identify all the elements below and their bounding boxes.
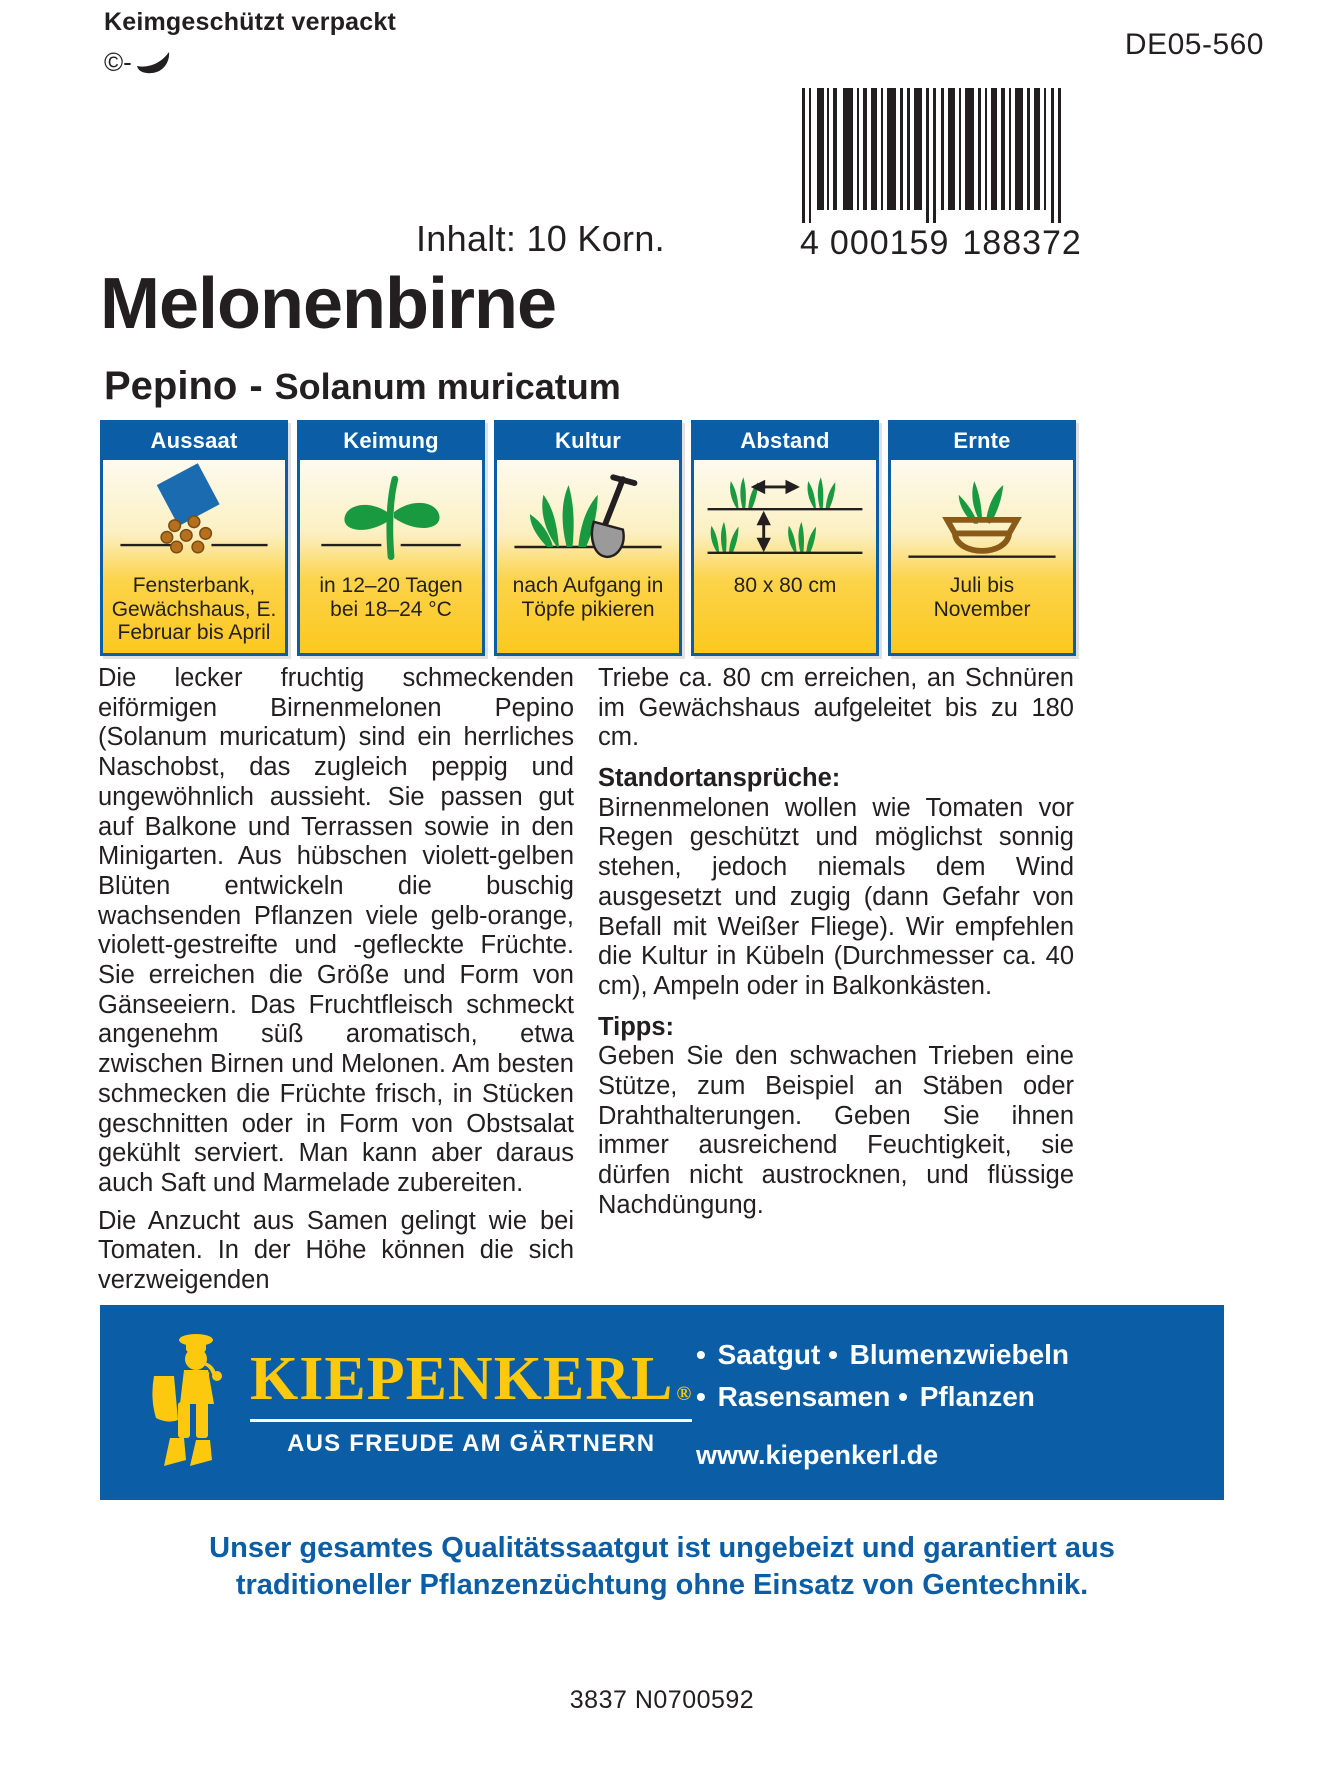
info-card-head: Ernte: [891, 423, 1073, 460]
info-line: Juli bis: [949, 574, 1015, 597]
info-card-text: [497, 570, 679, 653]
info-line: in 12–20 Tagen: [319, 574, 463, 597]
info-card-kultur: [494, 420, 682, 656]
brand-name: KIEPENKERL: [250, 1344, 674, 1413]
lot-code: 3837 N0700592: [569, 1686, 755, 1714]
barcode-block: [800, 88, 1082, 263]
info-card-text: [891, 570, 1073, 653]
info-card-head: Abstand: [694, 423, 876, 460]
growing-info-cards: [100, 420, 1224, 656]
de-registration-code: DE05-560: [1124, 28, 1264, 61]
description-paragraph: Birnenmelonen wollen wie Tomaten vor Regen geschützt und möglichst sonnig stehen, jedoch niemals dem Wind ausgesetzt und zugig (dann Gefahr von Befall mit Weißer Fliege). Wir empfehlen die Kultur in Kübeln (Durchmesser ca. 40 cm), Ampeln oder in Balkonkästen.: [598, 793, 1074, 1000]
seed-packet-sowing-icon: [103, 462, 285, 570]
quality-line-2: traditioneller Pflanzenzüchtung ohne Einsatz von Gentechnik.: [235, 1569, 1089, 1602]
info-card-abstand: [691, 420, 879, 656]
cultivar-name: Pepino: [104, 364, 238, 408]
description-column-left: [98, 664, 574, 1296]
info-line: November: [933, 597, 1031, 621]
description-paragraph: Geben Sie den schwachen Trieben eine Stütze, zum Beispiel an Stäben oder Drahthalterungen. Geben Sie ihnen immer ausreichend Feuchtigkeit, sie dürfen nicht austrocknen, und flüssige Nachdüngung.: [598, 1042, 1074, 1219]
brand-offers: [620, 1334, 1069, 1471]
brand-claim: AUS FREUDE AM GÄRTNERN: [287, 1429, 656, 1457]
barcode-digits: [800, 224, 1082, 263]
description-columns: [98, 664, 1226, 1296]
info-card-text: [694, 570, 876, 653]
offers-line-1: [696, 1334, 1069, 1376]
info-line: bei 18–24 °C: [330, 597, 452, 621]
info-line: Fensterbank,: [132, 574, 256, 597]
description-column-right: [598, 664, 1074, 1296]
info-line: Februar bis April: [117, 621, 271, 645]
bullet-icon: •: [696, 1381, 706, 1412]
bullet-icon: •: [828, 1339, 838, 1370]
bullet-icon: •: [898, 1381, 908, 1412]
offer-saatgut: Saatgut: [717, 1339, 821, 1370]
info-line: Töpfe pikieren: [521, 597, 655, 621]
barcode-group-2: 188372: [962, 224, 1082, 262]
contents-label: Inhalt: 10 Korn.: [416, 218, 665, 259]
info-line: nach Aufgang in: [512, 574, 664, 597]
quality-line-1: Unser gesamtes Qualitätssaatgut ist ungebeizt und garantiert aus: [209, 1532, 1115, 1564]
seedling-icon: [300, 462, 482, 570]
info-card-body: [694, 460, 876, 653]
harvest-basket-icon: [891, 462, 1073, 570]
quality-statement: [100, 1530, 1224, 1604]
brand-bar: [100, 1305, 1224, 1500]
subtitle-separator: -: [249, 364, 263, 408]
info-card-text: [300, 570, 482, 653]
barcode-icon: [800, 88, 1070, 223]
germ-protected-label: Keimgeschützt verpackt: [104, 8, 396, 36]
bullet-icon: •: [696, 1339, 706, 1370]
barcode-group-1: 000159: [829, 224, 950, 262]
brand-logo: [100, 1328, 693, 1478]
info-card-body: [103, 460, 285, 653]
offer-pflanzen: Pflanzen: [919, 1381, 1035, 1412]
info-card-body: [891, 460, 1073, 653]
info-card-head: Keimung: [300, 423, 482, 460]
description-paragraph: Die Anzucht aus Samen gelingt wie bei Tomaten. In der Höhe können die sich verzweigenden: [98, 1206, 574, 1295]
info-card-head: Aussaat: [103, 423, 285, 460]
offer-rasensamen: Rasensamen: [717, 1381, 891, 1412]
section-heading-tipps: Tipps:: [598, 1012, 675, 1041]
offer-blumenzwiebeln: Blumenzwiebeln: [849, 1339, 1070, 1370]
registered-mark: ®: [676, 1382, 693, 1405]
subtitle: [104, 364, 621, 409]
offers-line-2: [696, 1376, 1069, 1418]
info-line: Gewächshaus, E.: [111, 597, 277, 621]
info-card-ernte: [888, 420, 1076, 656]
info-card-text: [103, 570, 285, 653]
copyright-leaf-mark: [104, 49, 396, 75]
section-heading-standortansprueche: Standortansprüche:: [598, 764, 841, 793]
botanical-name: Solanum muricatum: [274, 366, 621, 407]
plant-spacing-icon: [694, 462, 876, 570]
info-card-keimung: [297, 420, 485, 656]
barcode-lead-digit: 4: [800, 224, 820, 262]
page-title: Melonenbirne: [100, 264, 557, 344]
kiepenkerl-mascot-icon: [148, 1328, 244, 1478]
header-left: [104, 8, 396, 75]
copyright-symbol: ©-: [104, 47, 132, 77]
info-card-aussaat: [100, 420, 288, 656]
info-card-body: [300, 460, 482, 653]
info-card-body: [497, 460, 679, 653]
info-card-head: Kultur: [497, 423, 679, 460]
description-paragraph: Triebe ca. 80 cm erreichen, an Schnüren im Gewächshaus aufgeleitet bis zu 180 cm.: [598, 664, 1074, 752]
leaf-icon: [134, 49, 174, 75]
info-line: 80 x 80 cm: [733, 574, 837, 597]
description-paragraph: Die lecker fruchtig schmeckenden eiförmigen Birnenmelonen Pepino (Solanum muricatum) sind ein herrliches Naschobst, das zugleich peppig und ungewöhnlich aussieht. Sie passen gut auf Balkone und Terrassen sowie in den Minigarten. Aus hübschen violett-gelben Blüten entwickeln die buschig wachsenden Pflanzen viele gelb-orange, violett-gestreifte und -gefleckte Früchte. Sie erreichen die Größe und Form von Gänseeiern. Das Fruchtfleisch schmeckt angenehm süß aromatisch, etwa zwischen Birnen und Melonen. Am besten schmecken die Früchte frisch, in Stücken geschnitten oder in Form von Obstsalat gekühlt serviert. Man kann aber daraus auch Saft und Marmelade zubereiten.: [98, 664, 574, 1197]
brand-website[interactable]: www.kiepenkerl.de: [696, 1440, 939, 1470]
plant-and-spade-icon: [497, 462, 679, 570]
